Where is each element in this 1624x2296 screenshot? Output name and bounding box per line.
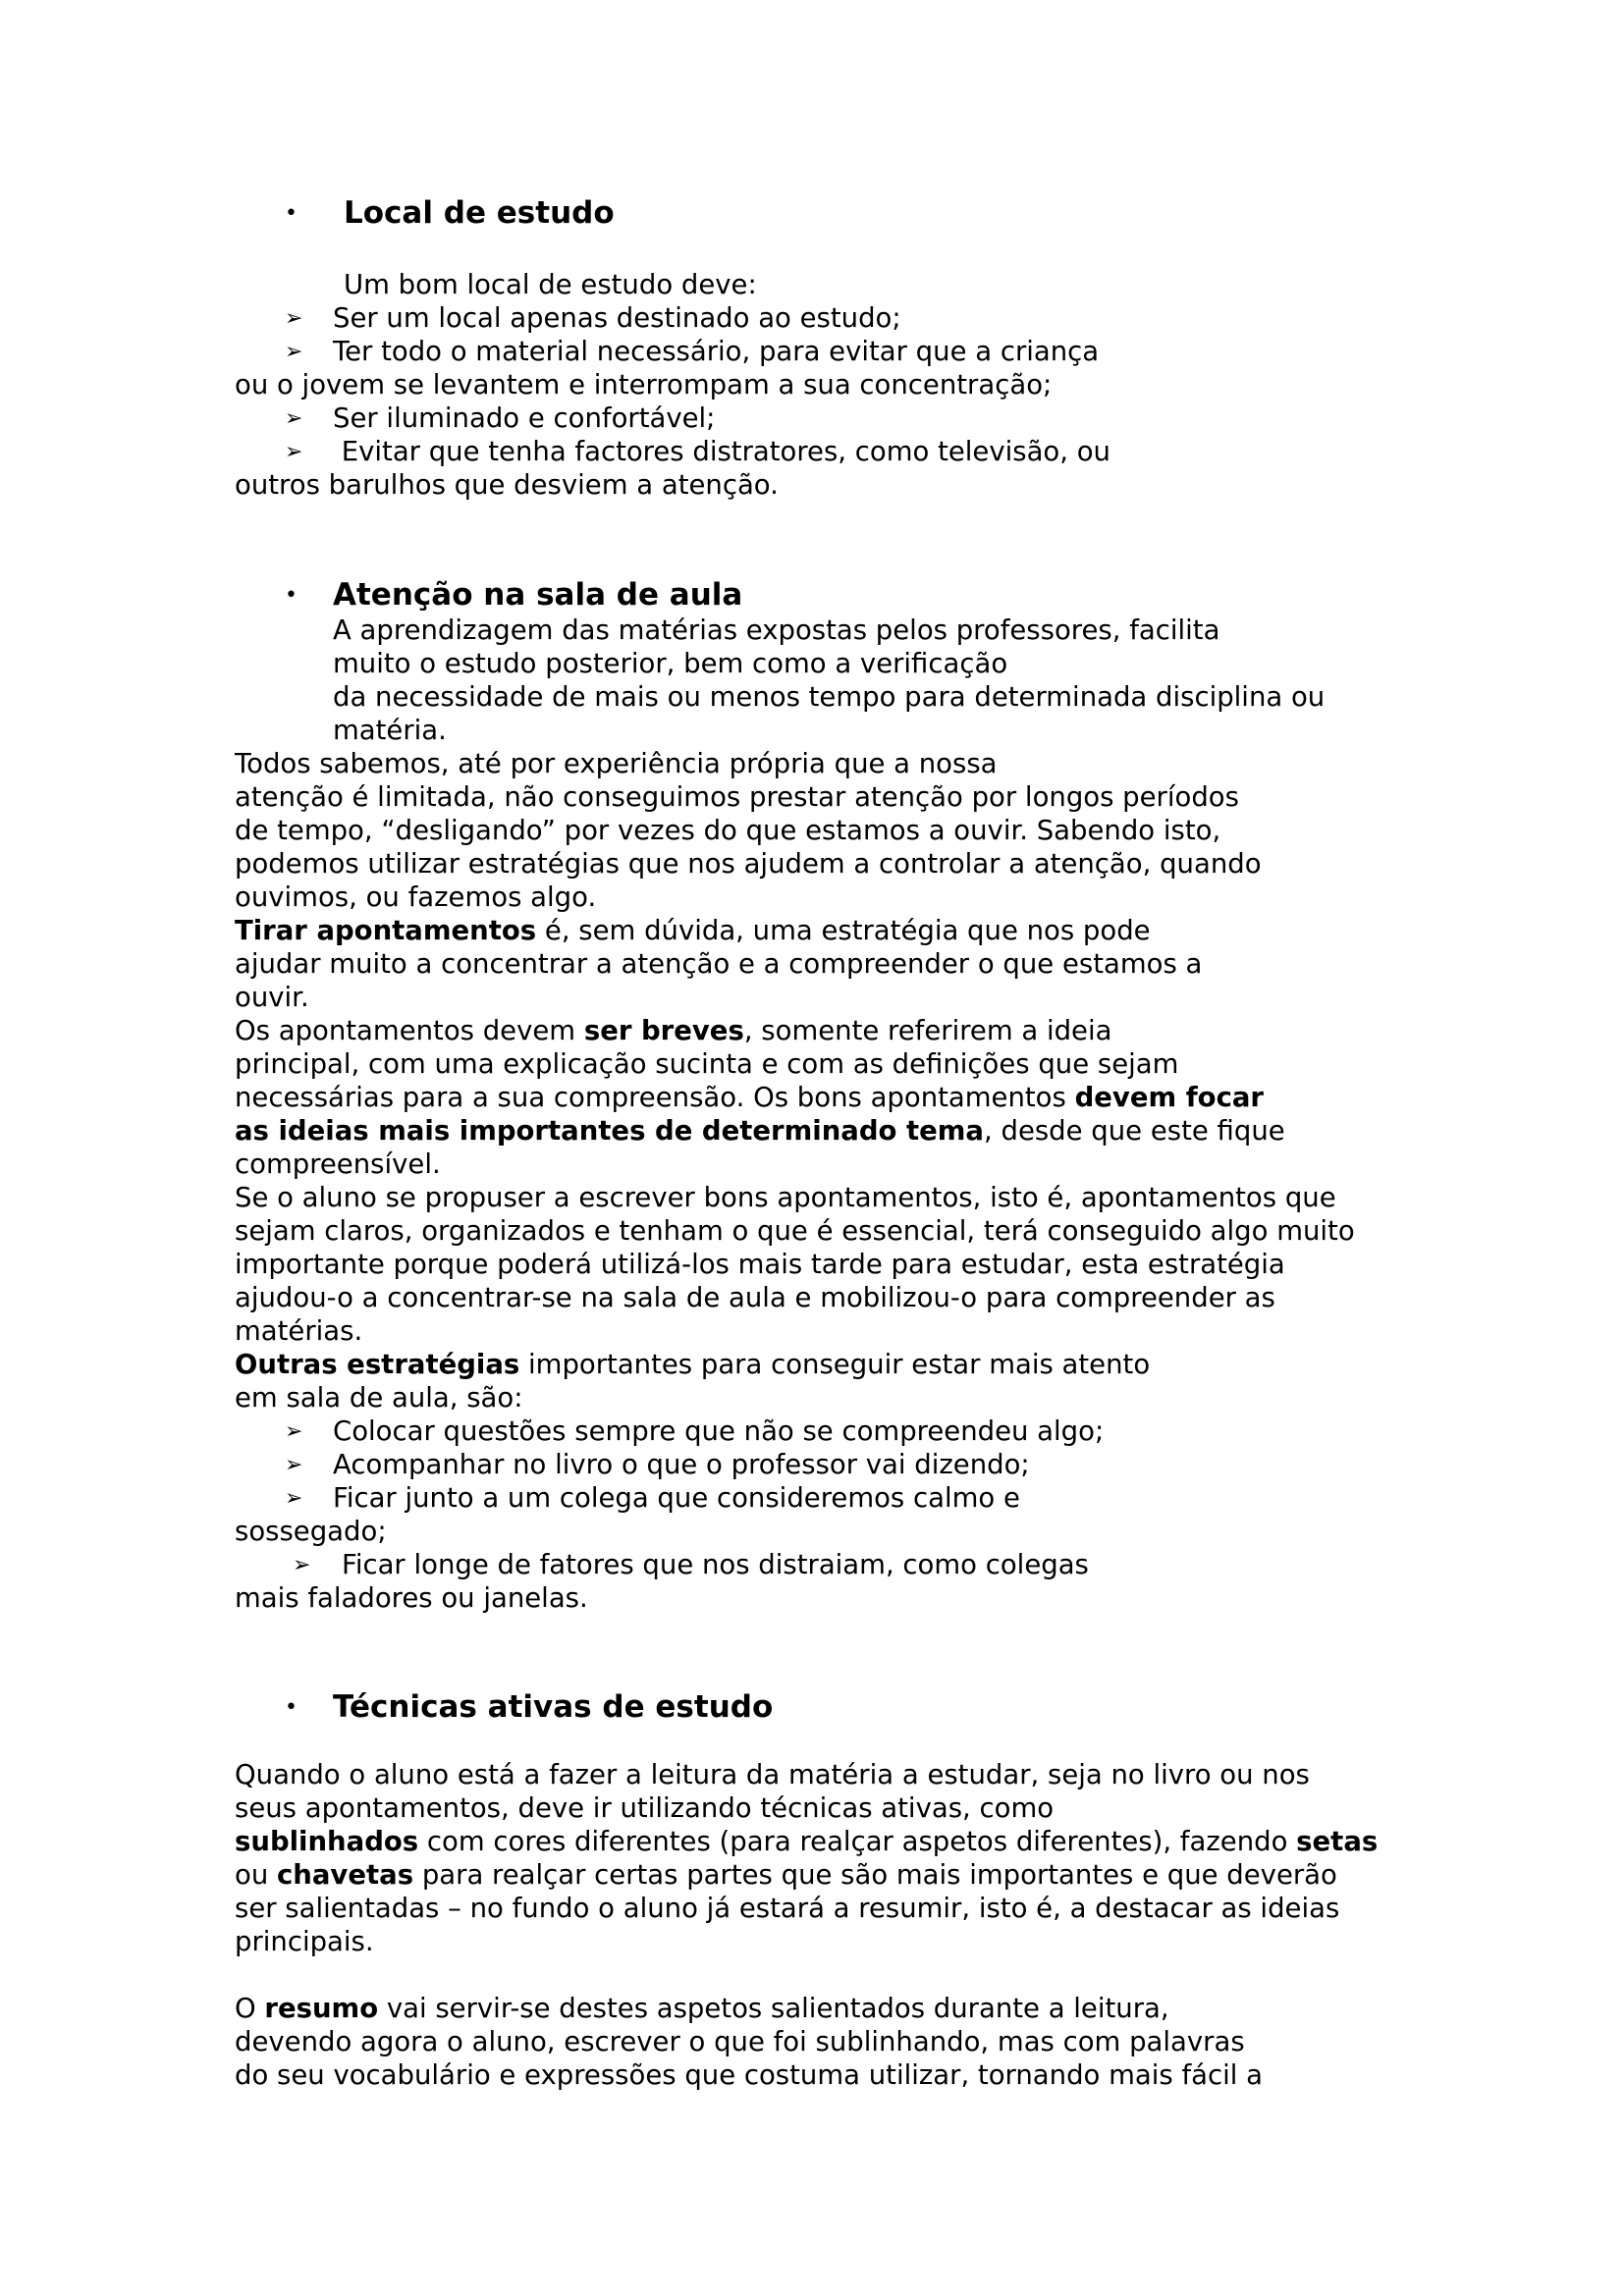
bold-phrase: Tirar apontamentos bbox=[235, 915, 537, 946]
paragraph-line: Todos sabemos, até por experiência própria que a nossa bbox=[235, 748, 998, 779]
arrow-bullet-icon: ➢ bbox=[285, 1486, 303, 1511]
paragraph-line bbox=[235, 1858, 1337, 1892]
section-heading-tecnicas: Técnicas ativas de estudo bbox=[333, 1689, 774, 1725]
section1-item-cont: ou o jovem se levantem e interrompam a sua concentração; bbox=[235, 369, 1053, 400]
paragraph-line: sejam claros, organizados e tenham o que é essencial, terá conseguido algo muito bbox=[235, 1215, 1355, 1247]
text-run: importantes para conseguir estar mais atento bbox=[519, 1349, 1151, 1380]
paragraph-line: ajudar muito a concentrar a atenção e a compreender o que estamos a bbox=[235, 948, 1203, 980]
text-run: vai servir-se destes aspetos salientados durante a leitura, bbox=[378, 1993, 1169, 2024]
paragraph-line: principais. bbox=[235, 1926, 374, 1957]
section1-item: Ser iluminado e confortável; bbox=[333, 402, 716, 434]
paragraph-line: matérias. bbox=[235, 1315, 363, 1347]
paragraph-line bbox=[235, 1825, 1378, 1858]
text-run: com cores diferentes (para realçar aspetos diferentes), fazendo bbox=[418, 1826, 1297, 1857]
section1-intro: Um bom local de estudo deve: bbox=[344, 269, 757, 300]
bullet-dot-icon: • bbox=[285, 1695, 298, 1720]
section-heading-atencao: Atenção na sala de aula bbox=[333, 577, 743, 613]
paragraph-line: ouvir. bbox=[235, 982, 309, 1013]
bold-phrase: sublinhados bbox=[235, 1826, 419, 1857]
paragraph-line: importante porque poderá utilizá-los mais tarde para estudar, esta estratégia bbox=[235, 1249, 1285, 1280]
section2-item-cont: mais faladores ou janelas. bbox=[235, 1582, 588, 1614]
text-run: Os apontamentos devem bbox=[235, 1015, 584, 1046]
arrow-bullet-icon: ➢ bbox=[285, 406, 303, 431]
text-run: ou bbox=[235, 1859, 277, 1891]
indented-paragraph-line: matéria. bbox=[333, 715, 447, 746]
bold-phrase: chavetas bbox=[277, 1859, 414, 1891]
bold-phrase: resumo bbox=[264, 1993, 379, 2024]
text-run: para realçar certas partes que são mais importantes e que deverão bbox=[413, 1859, 1337, 1891]
paragraph-line bbox=[235, 1348, 1150, 1381]
arrow-bullet-icon: ➢ bbox=[285, 306, 303, 331]
text-run: , desde que este fique bbox=[984, 1115, 1285, 1147]
section2-item: Ficar longe de fatores que nos distraiam, como colegas bbox=[342, 1549, 1089, 1580]
paragraph-line: devendo agora o aluno, escrever o que foi sublinhando, mas com palavras bbox=[235, 2026, 1245, 2057]
paragraph-line bbox=[235, 1014, 1111, 1047]
paragraph-line: de tempo, “desligando” por vezes do que estamos a ouvir. Sabendo isto, bbox=[235, 815, 1221, 846]
text-run: necessárias para a sua compreensão. Os bons apontamentos bbox=[235, 1082, 1075, 1113]
paragraph-line: seus apontamentos, deve ir utilizando técnicas ativas, como bbox=[235, 1792, 1055, 1824]
section2-item: Acompanhar no livro o que o professor vai dizendo; bbox=[333, 1449, 1030, 1480]
paragraph-line: em sala de aula, são: bbox=[235, 1382, 523, 1414]
section1-item: Ser um local apenas destinado ao estudo; bbox=[333, 302, 901, 334]
paragraph-line bbox=[235, 1992, 1169, 2025]
paragraph-line bbox=[235, 1114, 1285, 1148]
arrow-bullet-icon: ➢ bbox=[285, 1419, 303, 1444]
bullet-dot-icon: • bbox=[285, 583, 298, 608]
section2-item: Ficar junto a um colega que consideremos calmo e bbox=[333, 1482, 1020, 1514]
text-run: O bbox=[235, 1993, 265, 2024]
text-run: , somente referirem a ideia bbox=[743, 1015, 1112, 1046]
paragraph-line bbox=[235, 914, 1151, 947]
paragraph-line: ouvimos, ou fazemos algo. bbox=[235, 881, 597, 913]
paragraph-line: podemos utilizar estratégias que nos ajudem a controlar a atenção, quando bbox=[235, 848, 1262, 880]
section1-item-cont: outros barulhos que desviem a atenção. bbox=[235, 469, 779, 501]
indented-paragraph-line: da necessidade de mais ou menos tempo para determinada disciplina ou bbox=[333, 681, 1326, 713]
bold-phrase: Outras estratégias bbox=[235, 1349, 520, 1380]
section2-item-cont: sossegado; bbox=[235, 1516, 387, 1547]
paragraph-line: principal, com uma explicação sucinta e com as definições que sejam bbox=[235, 1048, 1179, 1080]
bold-phrase: as ideias mais importantes de determinado tema bbox=[235, 1115, 984, 1147]
section2-item: Colocar questões sempre que não se compreendeu algo; bbox=[333, 1415, 1105, 1447]
arrow-bullet-icon: ➢ bbox=[285, 1453, 303, 1477]
indented-paragraph-line: A aprendizagem das matérias expostas pelos professores, facilita bbox=[333, 614, 1220, 646]
indented-paragraph-line: muito o estudo posterior, bem como a verificação bbox=[333, 648, 1008, 679]
paragraph-line: compreensível. bbox=[235, 1148, 441, 1180]
section-heading-local-de-estudo: Local de estudo bbox=[344, 195, 615, 231]
text-run: é, sem dúvida, uma estratégia que nos pode bbox=[536, 915, 1151, 946]
bold-phrase: devem focar bbox=[1074, 1082, 1264, 1113]
paragraph-line bbox=[235, 1081, 1264, 1114]
paragraph-line: Se o aluno se propuser a escrever bons apontamentos, isto é, apontamentos que bbox=[235, 1182, 1336, 1213]
bold-phrase: ser breves bbox=[583, 1015, 744, 1046]
section1-item: Evitar que tenha factores distratores, como televisão, ou bbox=[333, 436, 1110, 467]
arrow-bullet-icon: ➢ bbox=[285, 440, 303, 464]
bold-phrase: setas bbox=[1296, 1826, 1379, 1857]
paragraph-line: atenção é limitada, não conseguimos prestar atenção por longos períodos bbox=[235, 781, 1239, 813]
bullet-dot-icon: • bbox=[285, 201, 298, 226]
paragraph-line: ser salientadas – no fundo o aluno já estará a resumir, isto é, a destacar as ideias bbox=[235, 1893, 1340, 1924]
paragraph-line: ajudou-o a concentrar-se na sala de aula e mobilizou-o para compreender as bbox=[235, 1282, 1275, 1313]
paragraph-line: do seu vocabulário e expressões que costuma utilizar, tornando mais fácil a bbox=[235, 2059, 1263, 2091]
arrow-bullet-icon: ➢ bbox=[285, 340, 303, 364]
arrow-bullet-icon: ➢ bbox=[293, 1553, 311, 1577]
section1-item: Ter todo o material necessário, para evitar que a criança bbox=[333, 336, 1100, 367]
paragraph-line: Quando o aluno está a fazer a leitura da matéria a estudar, seja no livro ou nos bbox=[235, 1759, 1310, 1790]
